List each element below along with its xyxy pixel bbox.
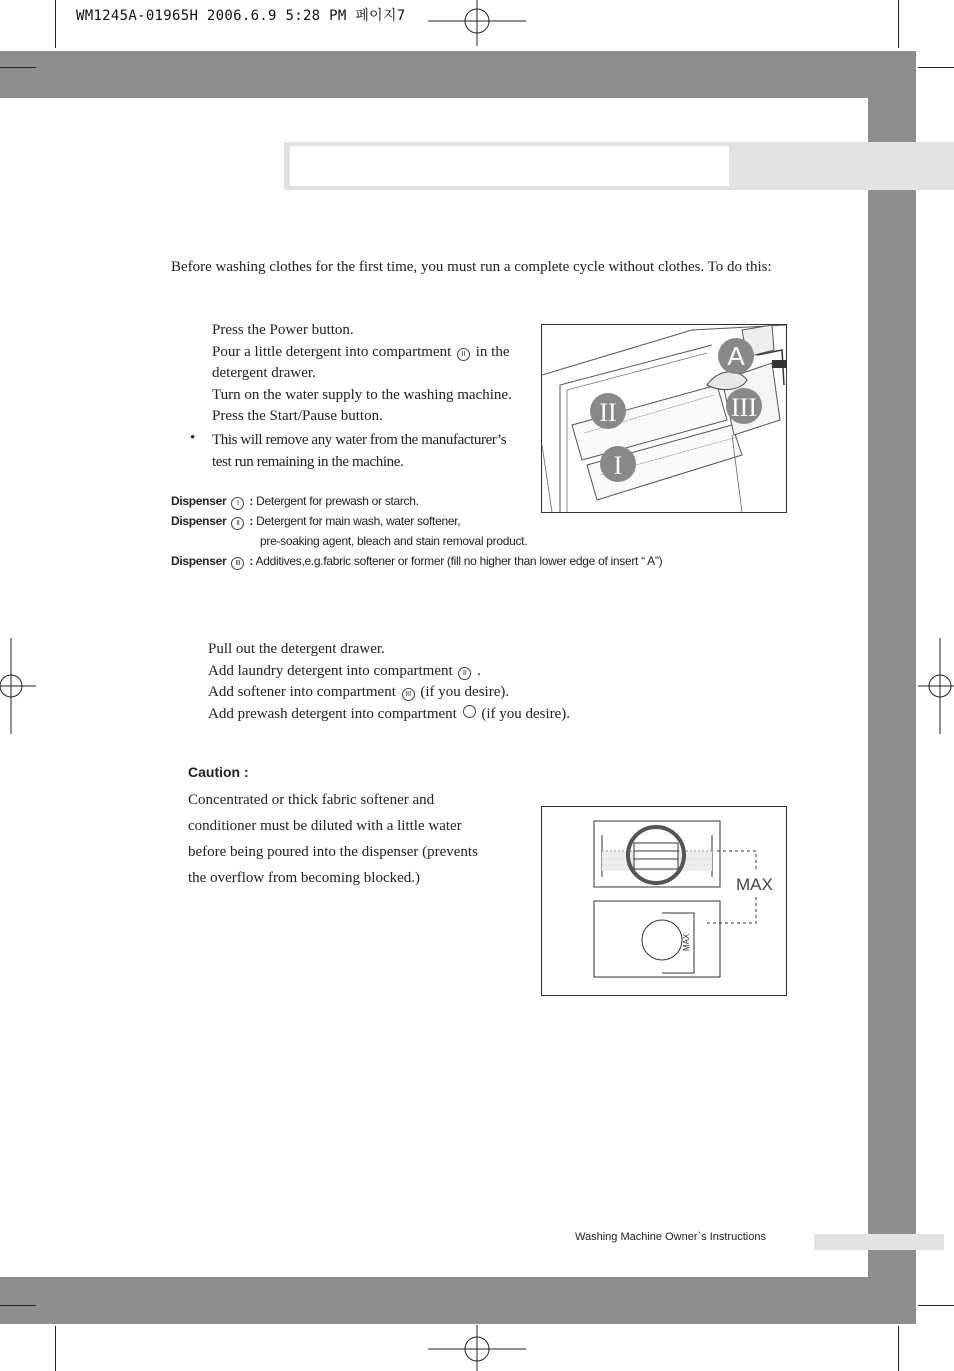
compartment-ii-icon: II [458,667,471,680]
max-level-figure [541,806,787,996]
label-ii: II [599,398,617,427]
top-band [0,51,916,98]
dispenser-iii: Dispenser III : Additives,e.g.fabric softener or former (fill no higher than lower edge of insert “ A”) [171,554,663,568]
drawer-illustration [542,325,786,512]
compartment-ii-icon: II [231,517,244,530]
max-label: MAX [736,875,773,894]
first-cycle-note: This will remove any water from the manufacturer’s test run remaining in the machine. [212,432,507,470]
crop-mark [918,1305,954,1306]
right-band [868,51,916,1324]
footer-text: Washing Machine Owner`s Instructions [575,1231,766,1243]
step-power: Press the Power button. [212,322,354,338]
max-small-label: MAX [682,933,691,951]
label-iii: III [731,393,757,422]
crop-mark [0,67,36,68]
label-i: I [613,451,623,480]
step-add-prewash: Add prewash detergent into compartment (if you desire). [208,705,571,722]
step-start: Press the Start/Pause button. [212,408,383,424]
dispenser-ii-continued: pre-soaking agent, bleach and stain removal product. [260,534,528,548]
dispenser-ii: Dispenser II : Detergent for main wash, water softener, [171,514,461,528]
caution-text: Concentrated or thick fabric softener and conditioner must be diluted with a little water before being poured into the dispenser (prevents the overflow from becoming blocked.) [188,792,478,886]
step-drawer: detergent drawer. [212,365,316,381]
registration-mark-bottom [428,1323,526,1371]
compartment-ii-icon: II [457,348,470,361]
max-illustration [542,807,786,995]
compartment-iii-icon: III [231,557,244,570]
crop-mark [898,0,899,48]
step-add-detergent: Add laundry detergent into compartment II . [208,662,481,679]
crop-mark [898,1326,899,1371]
footer-tab [814,1234,944,1250]
crop-mark [55,1326,56,1371]
registration-mark-top [428,0,526,48]
adding-detergent-steps [208,639,688,725]
label-a: A [727,341,745,371]
compartment-iii-icon: III [402,688,415,701]
caution-title: Caution : [188,764,249,780]
detergent-drawer-figure [541,324,787,513]
section-title-box [290,146,729,186]
crop-mark [0,1305,36,1306]
first-cycle-steps [212,320,542,428]
dispenser-legend [171,491,731,571]
step-pour-detergent: Pour a little detergent into compartment II in the [212,343,510,360]
bottom-band [0,1277,916,1324]
compartment-i-icon [463,705,476,718]
step-water-supply: Turn on the water supply to the washing machine. [212,386,512,403]
crop-mark [918,67,954,68]
intro-paragraph: Before washing clothes for the first time, you must run a complete cycle without clothes. To do this: [171,259,772,275]
step-pull-drawer: Pull out the detergent drawer. [208,641,385,657]
crop-mark [55,0,56,48]
print-file-info: WM1245A-01965H 2006.6.9 5:28 PM 페이지7 [76,8,406,24]
registration-mark-left [0,638,36,734]
registration-mark-right [918,638,954,734]
compartment-i-icon: I [231,497,244,510]
step-add-softener: Add softener into compartment III (if you desire). [208,684,510,700]
dispenser-i: Dispenser I : Detergent for prewash or starch. [171,494,419,508]
bullet-icon: • [190,430,196,446]
